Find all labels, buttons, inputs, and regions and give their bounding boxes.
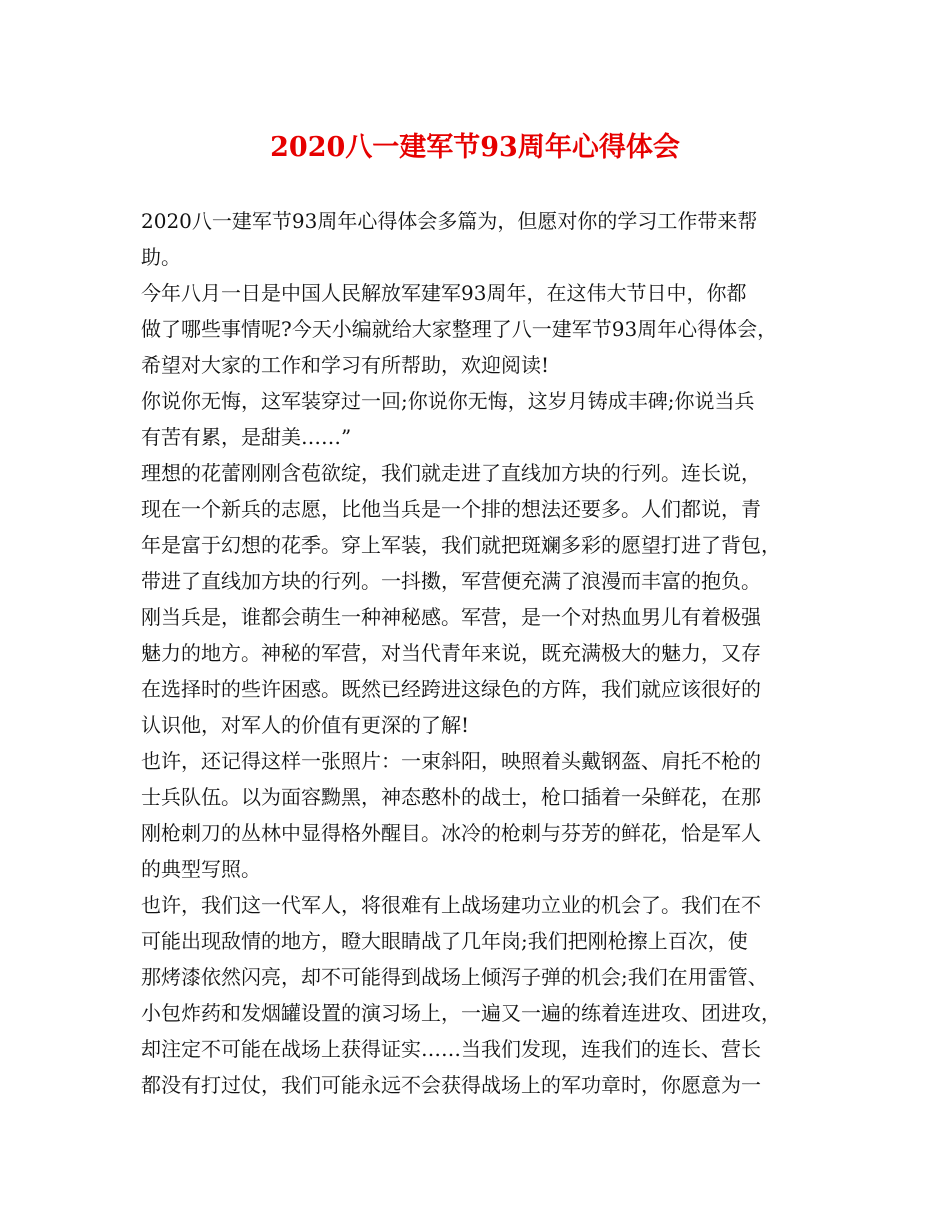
body-line: 小包炸药和发烟罐设置的演习场上，一遍又一遍的练着连进攻、团进攻， [141, 1001, 781, 1025]
body-line: 士兵队伍。以为面容黝黑，神态憨朴的战士，枪口插着一朵鲜花，在那 [141, 785, 761, 809]
body-line: 刚枪刺刀的丛林中显得格外醒目。冰冷的枪刺与芬芳的鲜花，恰是军人 [141, 821, 761, 845]
body-line: 希望对大家的工作和学习有所帮助，欢迎阅读! [141, 353, 550, 377]
body-line: 认识他，对军人的价值有更深的了解! [141, 713, 470, 737]
body-line: 年是富于幻想的花季。穿上军装，我们就把斑斓多彩的愿望打进了背包， [141, 533, 781, 557]
body-line: 可能出现敌情的地方，瞪大眼睛战了几年岗;我们把刚枪擦上百次，使 [141, 929, 748, 953]
body-line: 却注定不可能在战场上获得证实……当我们发现，连我们的连长、营长 [141, 1037, 761, 1061]
document-body [141, 203, 831, 1103]
body-line: 理想的花蕾刚刚含苞欲绽，我们就走进了直线加方块的行列。连长说， [141, 461, 761, 485]
body-line: 有苦有累，是甜美……” [141, 425, 352, 449]
body-line: 也许，还记得这样一张照片：一束斜阳，映照着头戴钢盔、肩托不枪的 [141, 749, 761, 773]
body-line: 的典型写照。 [141, 857, 261, 881]
document-title: 2020八一建军节93周年心得体会 [270, 132, 680, 163]
body-line: 带进了直线加方块的行列。一抖擞，军营便充满了浪漫而丰富的抱负。 [141, 569, 761, 593]
body-line: 助。 [141, 245, 181, 269]
body-line: 刚当兵是，谁都会萌生一种神秘感。军营，是一个对热血男儿有着极强 [141, 605, 761, 629]
body-line: 今年八月一日是中国人民解放军建军93周年，在这伟大节日中，你都 [141, 281, 747, 305]
body-line: 都没有打过仗，我们可能永远不会获得战场上的军功章时，你愿意为一 [141, 1073, 761, 1097]
body-line: 现在一个新兵的志愿，比他当兵是一个排的想法还要多。人们都说，青 [141, 497, 761, 521]
body-line: 你说你无悔，这军装穿过一回;你说你无悔，这岁月铸成丰碑;你说当兵 [141, 389, 755, 413]
body-line: 魅力的地方。神秘的军营，对当代青年来说，既充满极大的魅力，又存 [141, 641, 761, 665]
body-line: 做了哪些事情呢?今天小编就给大家整理了八一建军节93周年心得体会， [141, 317, 778, 341]
body-line: 那烤漆依然闪亮，却不可能得到战场上倾泻子弹的机会;我们在用雷管、 [141, 965, 768, 989]
body-line: 也许，我们这一代军人，将很难有上战场建功立业的机会了。我们在不 [141, 893, 761, 917]
body-line: 2020八一建军节93周年心得体会多篇为，但愿对你的学习工作带来帮 [141, 209, 758, 233]
body-line: 在选择时的些许困惑。既然已经跨进这绿色的方阵，我们就应该很好的 [141, 677, 761, 701]
